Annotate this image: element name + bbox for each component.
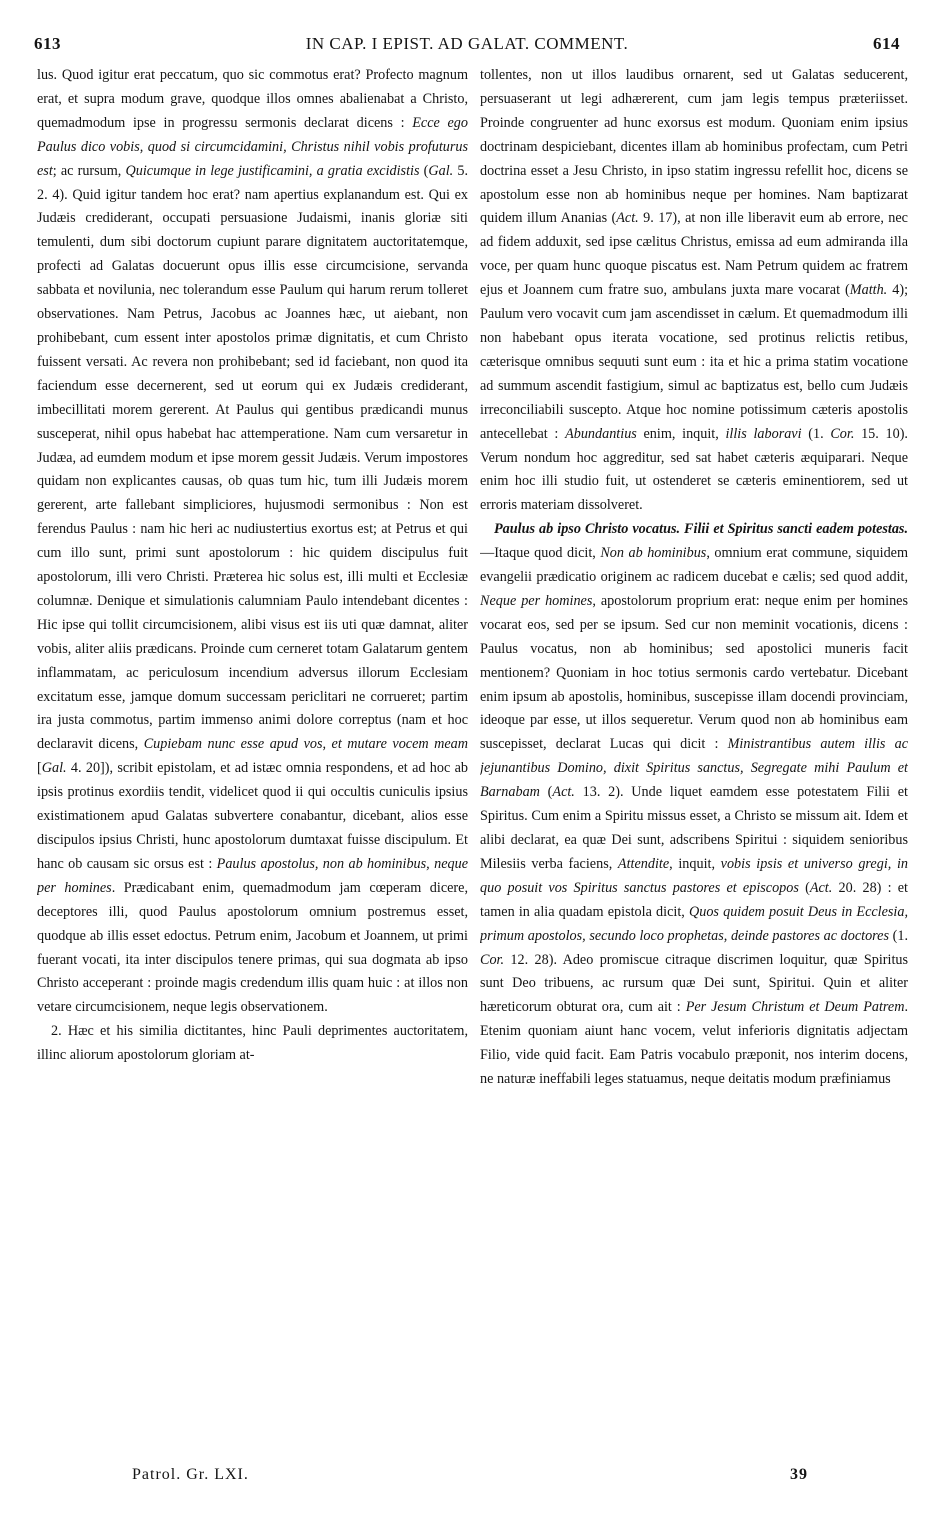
text-run: —Itaque quod dicit,: [480, 545, 601, 562]
text-run: 2. Hæc et his similia dictitantes, hinc Pauli deprimentes auctoritatem, illinc aliorum apostolorum gloriam at-: [37, 1023, 468, 1064]
italic-citation: Paulus apostolus, non ab hominibus, neque per homines: [37, 855, 468, 896]
italic-citation: Gal.: [428, 162, 454, 179]
italic-citation: vobis ipsis et universo gregi, in quo posuit vos Spiritus sanctus pastores et episcopos: [480, 855, 908, 896]
text-run: (: [539, 784, 553, 801]
italic-citation: Cor.: [480, 951, 505, 968]
text-run: 12. 28). Adeo promiscue citraque discrimen loquitur, quæ Spiritus sunt Deo tribuens, ac rursum quæ Dei sunt, Spiritui. Quin et aliter hæreticorum obturat ora, cum ait :: [480, 951, 908, 1016]
italic-citation: Ecce ego Paulus dico vobis, quod si circumcidamini, Christus nihil vobis profuturus est: [37, 114, 468, 179]
text-run: (: [798, 879, 810, 896]
text-run: tollentes, non ut illos laudibus ornarent, sed ut Galatas seducerent, persuaserant ut legi adhærerent, cum jam legis tempus præteriisset. Proinde congruenter ad hunc exorsus est modum. Quoniam enim ipsius doctrinam despiciebant, dicentes illam ab hominibus profectam, cum Petri doctrina esset a Jesu Christo, in ipso statim ingressu refellit hoc, dicens se apostolum esse non ab hominibus neque per homines. Nam baptizarat quidem illum Ananias (: [480, 67, 908, 227]
text-run: (1.: [888, 927, 908, 944]
page-number-right: 614: [873, 34, 900, 53]
footer-series: Patrol. Gr. LXI.: [132, 1466, 249, 1483]
italic-citation: Act.: [809, 879, 833, 896]
paragraph: [480, 64, 908, 518]
italic-citation: Act.: [552, 784, 575, 801]
italic-citation: Neque per homines: [480, 592, 593, 609]
text-run: (: [419, 162, 429, 179]
text-run: , inquit,: [669, 855, 721, 872]
italic-citation: Cor.: [830, 425, 855, 442]
text-run: . Etenim quoniam aiunt hanc vocem, velut inferioris dignitatis adjectam Filio, vide quid facit. Eam Patris vocabulo præponit, nos interim docens, ne naturæ ineffabili leges statuamus, neque deitatis modum præfiniamus: [480, 999, 908, 1088]
right-text-column: [480, 64, 908, 1454]
text-run: ; ac rursum,: [52, 162, 126, 179]
text-run: 20. 28) : et tamen in alia quadam epistola dicit,: [480, 879, 908, 920]
footer-signature-number: 39: [790, 1466, 808, 1483]
italic-citation: Quicumque in lege justificamini, a gratia excidistis: [125, 162, 420, 179]
running-title: IN CAP. I EPIST. AD GALAT. COMMENT.: [305, 34, 629, 53]
italic-citation: Quos quidem posuit Deus in Ecclesia, primum apostolos, secundo loco prophetas, deinde pastores ac doctores: [480, 903, 908, 944]
italic-citation: Cupiebam nunc esse apud vos, et mutare vocem meam: [143, 736, 468, 753]
text-run: enim, inquit,: [636, 425, 726, 442]
text-run: 4); Paulum vero vocavit cum jam ascendisset in cælum. Et quemadmodum illi non habebant opus iterata vocatione, sed protinus relictis retibus, cæterisque omnibus sequuti sunt eum : ita et hic a prima statim vocatione ad summum ascendit fastigium, simul ac baptizatus est, bello cum Judæis irreconciliabili suscepto. Atque hoc nomine potissimum cæteris apostolis antecellebat :: [480, 282, 908, 442]
text-run: , omnium erat commune, siquidem evangelii prædicatio originem ac radicem ducebat e cælis; sed quod addit,: [480, 545, 908, 586]
paragraph: [37, 1020, 468, 1068]
paragraph: [480, 518, 908, 1092]
italic-citation: Per Jesum Christum et Deum Patrem: [685, 999, 905, 1016]
italic-citation: illis laboravi: [725, 425, 802, 442]
text-run: 5. 2. 4). Quid igitur tandem hoc erat? nam apertius explanandum est. Qui ex Judæis crediderant, occupati persuasione Judaismi, inanis gloriæ siti temulenti, dum sibi doctorum cupiunt parare dignitatem auctoritatemque, profecti ad Galatas docuerunt opus illis esse circumcisione, servanda sabbata et novilunia, nec tolerandum esse Paulum qui harum rerum tolleret observationes. Nam Petrus, Jacobus ac Joannes hæc, ut aiebant, non prohibebant, cum essent inter apostolos primæ dignitatis, et cum Christo fuissent versati. Ac revera non prohibebant; sed id faciebant, non quod ita faciendum esse decernerent, sed ut eorum qui ex Judæis crediderant, imbecillitati morem gererent. At Paulus qui gentibus prædicandi munus susceperat, nihil opus habebat hac attemperatione. Nam cum versaretur in Judæa, ad eumdem modum et ipse morem gessit Judæis. Verum impostores quidam non explicantes causas, ob quas tum hic, tum illi Judæis morem gererent, arte fallebant simpliciores, hujusmodi sermonibus : Non est ferendus Paulus : nam hic heri ac nudiustertius exortus est; at Petrus et qui cum illo sunt, primi sunt apostolorum : hic quidem discipulus fuit apostolorum, illi vero Christi. Præterea hic solus est, illi multi et Ecclesiæ columnæ. Denique et simulationis calumniam Paulo intendebant dicentes : Hic ipse qui tollit circumcisionem, alibi visus est iis uti quæ damnat, aliter vobis, aliter aliis prædicans. Proinde cum cerneret totam Galatarum gentem inflammatam, ac periculosum incendium adversus illorum Ecclesiam excitatum esse, jamque domum successam periclitari ne corrueret; partim ira justa commotus, partim immenso animi dolore correptus (nam et hoc declaravit dicens,: [37, 162, 468, 753]
italic-citation: Matth.: [849, 282, 888, 299]
text-run: (1.: [801, 425, 831, 442]
section-heading: Paulus ab ipso Christo vocatus. Filii et Spiritus sancti eadem potestas.: [494, 521, 908, 538]
italic-citation: Attendite: [617, 855, 670, 872]
text-run: 4. 20]), scribit epistolam, et ad istæc omnia respondens, et ad hoc ab ipsis protinus exordiis tendit, videlicet quod ii qui occultis cuniculis ipsius existimationem apud Galatas subvertere conabantur, dicebant, alios esse discipulos ipsius Christi, hunc apostolorum dumtaxat fuisse discipulum. Et hanc ob causam sic orsus est :: [37, 760, 468, 872]
text-run: 9. 17), at non ille liberavit eum ab errore, nec ad fidem adduxit, sed ipse cælitus Christus, emissa ad eum admiranda illa voce, per quam hunc quoque piscatus est. Nam Petrum quidem ac fratrem ejus et Joannem cum fratre suo, ambulans juxta mare vocarat (: [480, 210, 908, 299]
italic-citation: Ministrantibus autem illis ac jejunantibus Domino, dixit Spiritus sanctus, Segregate mihi Paulum et Barnabam: [480, 736, 908, 801]
text-run: [: [37, 760, 42, 777]
text-run: lus. Quod igitur erat peccatum, quo sic commotus erat? Profecto magnum erat, et supra modum grave, quodque illos omnes abalienabat a Christo, quemadmodum ipse in progressu sermonis declarat dicens :: [37, 67, 468, 131]
page-number-left: 613: [34, 34, 61, 53]
paragraph: [37, 64, 468, 1020]
text-run: , apostolorum proprium erat: neque enim per homines vocarat eos, sed per se ipsum. Sed cur non meminit vocationis, dicens : Paulus vocatus, non ab hominibus; sed apostolici muneris facit mentionem? Quoniam in hoc totius sermonis cardo vertebatur. Dicebant enim ipsum ab apostolis, hominibus, suscepisse illam docendi provinciam, ideoque par esse, ut illos sequeretur. Verum quod non ab hominibus eam suscepisset, declarat Lucas qui dicit :: [480, 592, 908, 753]
italic-citation: Non ab hominibus: [600, 545, 707, 562]
text-run: 15. 10). Verum nondum hoc aggreditur, sed sat habet cæteris æquiparari. Neque enim hoc illi studio fuit, ut ostenderet se cæteris eminentiorem, sed ut erroris materiam dissolveret.: [480, 425, 908, 514]
italic-citation: Abundantius: [565, 425, 637, 442]
italic-citation: Gal.: [41, 760, 67, 777]
text-run: . Prædicabant enim, quemadmodum jam cœperam dicere, deceptores illi, quod Paulus apostolorum omnium postremus esset, quodque ab illis esset edoctus. Petrum enim, Jacobum et Joannem, ut primi fuerant vocati, ita inter discipulos tenere primas, qui sua dogmata ab ipso Christo acceperant : proinde magis credendum illis quam huic : at illos non vetare circumcisionem, neque legis observationem.: [37, 879, 468, 1016]
running-header: [28, 34, 906, 58]
text-run: 13. 2). Unde liquet eamdem esse potestatem Filii et Spiritus. Cum enim a Spiritu missus esset, a Christo se missum ait. Idem et alibi declarat, ea quæ Dei sunt, adscribens Spiritui : siquidem senioribus Milesiis verba faciens,: [480, 784, 908, 872]
left-text-column: [37, 64, 468, 1454]
italic-citation: Act.: [616, 210, 639, 227]
